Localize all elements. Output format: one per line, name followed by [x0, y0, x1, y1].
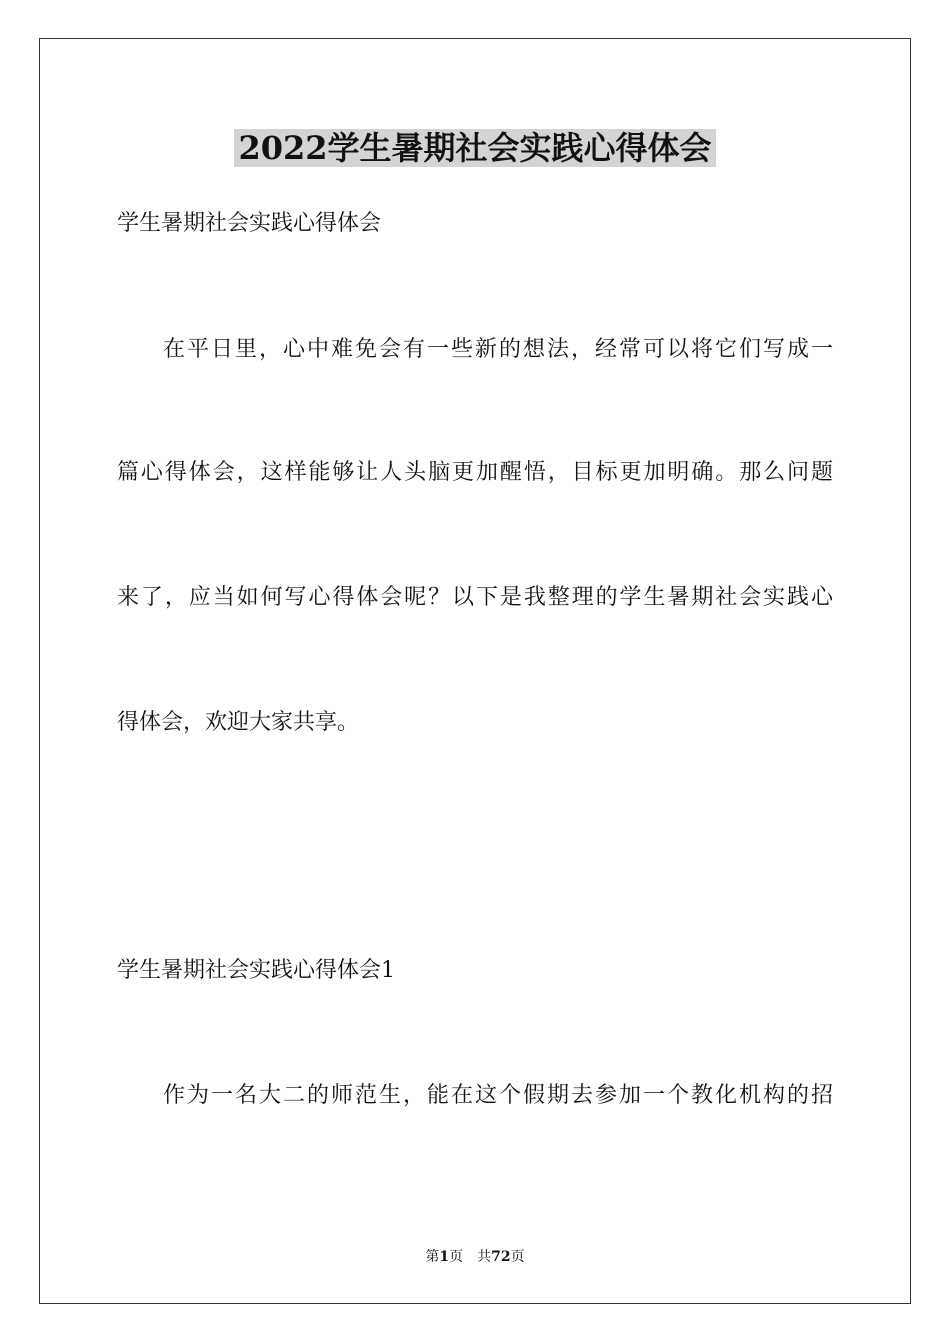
section-paragraph-line: 作为一名大二的师范生，能在这个假期去参加一个教化机构的招 — [163, 1083, 833, 1108]
intro-paragraph-line: 在平日里，心中难免会有一些新的想法，经常可以将它们写成一 — [163, 337, 833, 362]
document-title-text: 2022学生暑期社会实践心得体会 — [234, 129, 715, 167]
footer-total-suffix: 页 — [510, 1249, 525, 1265]
footer-page-suffix: 页 — [449, 1249, 464, 1265]
footer-total-pages: 72 — [491, 1249, 511, 1265]
section-heading: 学生暑期社会实践心得体会1 — [117, 958, 395, 983]
footer-page-number: 1 — [439, 1249, 450, 1265]
intro-paragraph-line: 得体会，欢迎大家共享。 — [117, 710, 360, 735]
intro-paragraph-line: 来了，应当如何写心得体会呢？以下是我整理的学生暑期社会实践心 — [117, 585, 833, 610]
footer-page-prefix: 第 — [425, 1249, 440, 1265]
intro-paragraph-line: 篇心得体会，这样能够让人头脑更加醒悟，目标更加明确。那么问题 — [117, 460, 833, 485]
page-footer — [0, 1247, 950, 1267]
footer-total-prefix: 共 — [477, 1249, 492, 1265]
document-subtitle: 学生暑期社会实践心得体会 — [117, 211, 382, 236]
document-title — [0, 128, 950, 168]
